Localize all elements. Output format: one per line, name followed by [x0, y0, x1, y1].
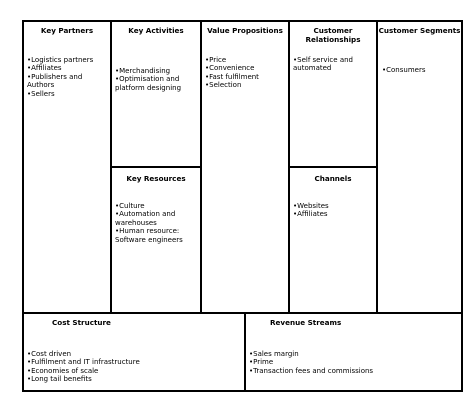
list-item: •Publishers and Authors [27, 72, 83, 90]
key-partners-block [24, 22, 110, 312]
key-partners-list [27, 56, 110, 98]
cost-structure-title: Cost Structure [52, 318, 111, 327]
cost-structure-list [27, 350, 140, 384]
list-item: •Affiliates [293, 210, 328, 219]
value-propositions-title: Value Propositions [207, 26, 283, 35]
key-partners-title: Key Partners [40, 26, 94, 35]
revenue-streams-title: Revenue Streams [270, 318, 342, 327]
key-resources-block [112, 168, 200, 312]
cost-structure-block [24, 314, 244, 392]
channels-list [293, 202, 329, 219]
list-item: •Convenience [205, 64, 255, 73]
customer-segments-block [378, 22, 461, 312]
revenue-streams-block [246, 314, 461, 392]
list-item: •Transaction fees and commissions [249, 366, 374, 375]
list-item: •Sellers [27, 89, 55, 98]
list-item: •Affiliates [27, 64, 62, 73]
list-item: •Optimisation and platform designing [115, 75, 182, 92]
customer-relationships-list [293, 56, 353, 73]
list-item: •Culture [115, 202, 145, 210]
list-item: •Logistics partners [27, 56, 94, 64]
list-item: •Selection [205, 81, 242, 90]
list-item: •Websites [293, 202, 329, 210]
customer-relationships-block [290, 22, 376, 166]
customer-segments-list [382, 66, 425, 74]
list-item: •Economies of scale [27, 366, 99, 375]
channels-title: Channels [314, 174, 352, 183]
list-item: •Fulfilment and IT infrastructure [27, 358, 140, 367]
key-resources-list [115, 202, 183, 244]
list-item: •Sales margin [249, 350, 299, 358]
list-item: •Human resource: Software engineers [115, 227, 183, 244]
key-activities-block [112, 22, 200, 166]
list-item: •Cost driven [27, 350, 72, 358]
list-item: •Prime [249, 358, 274, 367]
revenue-streams-list [249, 350, 373, 375]
value-propositions-block [202, 22, 288, 312]
key-activities-list [115, 67, 181, 92]
list-item: •Merchandising [115, 67, 171, 75]
list-item: •Price [205, 56, 227, 64]
list-item: •Automation and warehouses [115, 210, 176, 227]
customer-relationships-title: Customer Relationships [305, 26, 361, 44]
business-model-canvas [22, 20, 463, 392]
list-item: •Consumers [382, 66, 426, 74]
customer-segments-title: Customer Segments [378, 26, 461, 35]
list-item: •Self service and automated [293, 56, 353, 73]
value-propositions-list [205, 56, 259, 90]
list-item: •Fast fulfilment [205, 72, 259, 81]
key-activities-title: Key Activities [128, 26, 184, 35]
key-resources-title: Key Resources [126, 174, 186, 183]
list-item: •Long tail benefits [27, 375, 92, 384]
channels-block [290, 168, 376, 312]
